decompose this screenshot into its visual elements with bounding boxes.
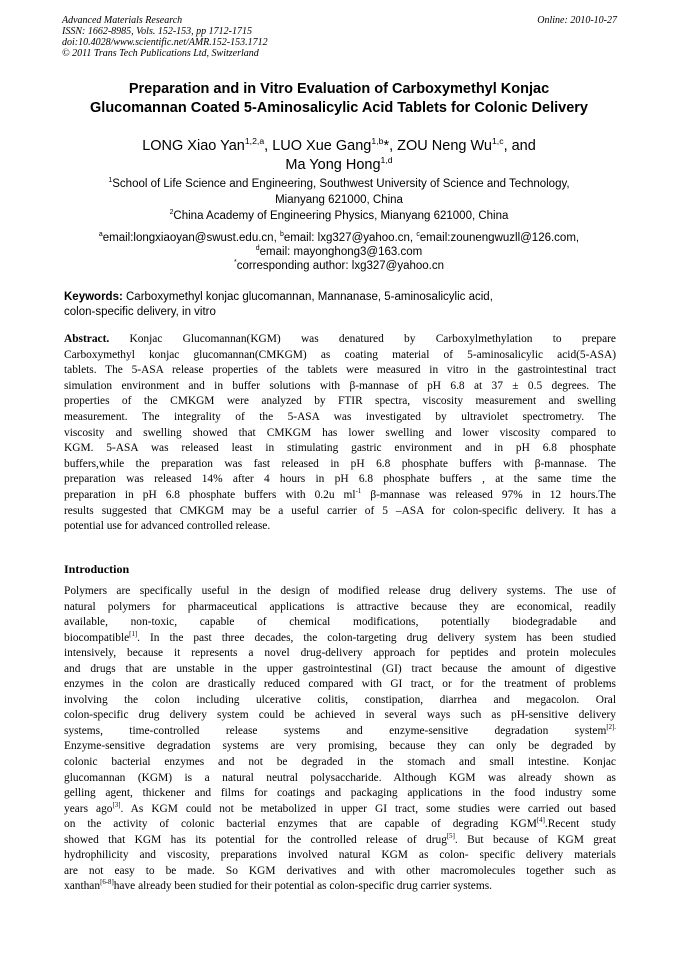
citation-ref: [2]. — [606, 724, 616, 732]
affiliation-1-mark: 1 — [108, 177, 113, 185]
journal-issn: ISSN: 1662-8985, Vols. 152-153, pp 1712-1715 — [62, 26, 252, 37]
affiliation-2-text: China Academy of Engineering Physics, Mianyang 621000, China — [173, 210, 509, 222]
intro-line: colonic bacterial enzymes and not be degraded in the stomach and small intestine. Konjac — [64, 756, 616, 769]
abstract-line: properties of the CMKGM were analyzed by FTIR spectra, viscosity measurement and swelling — [64, 395, 616, 408]
title-line-2: Glucomannan Coated 5-Aminosalicylic Acid Tablets for Colonic Delivery — [90, 100, 588, 116]
intro-text: . In the past three decades, the colon-targeting drug delivery system has been studied — [137, 631, 616, 644]
citation-ref: [3] — [112, 801, 121, 809]
journal-copyright: © 2011 Trans Tech Publications Ltd, Switzerland — [62, 48, 259, 59]
introduction-body — [64, 584, 616, 895]
intro-line: intensively, because it represents a novel drug-delivery approach for peptides and protein molecules — [64, 647, 616, 660]
abstract-line: potential use for advanced controlled release. — [64, 520, 271, 533]
keywords — [64, 290, 624, 320]
abstract-text: preparation in pH 6.8 phosphate buffers with 0.2u ml — [64, 488, 356, 501]
author-2-affil: 1,b — [371, 136, 384, 147]
intro-line: Polymers are specifically useful in the design of modified release drug delivery systems. The use of — [64, 585, 616, 597]
abstract-line: preparation was released 14% after 4 hours in pH 6.8 phosphate buffers , at the same time the — [64, 473, 616, 486]
journal-header — [62, 15, 617, 59]
abstract-label: Abstract. — [64, 333, 110, 345]
title-line-1: Preparation and in Vitro Evaluation of Carboxymethyl Konjac — [128, 81, 550, 97]
intro-text: years ago — [64, 802, 113, 815]
emails-line-3 — [40, 259, 638, 273]
abstract-line: buffers,while the preparation was fast released in pH 6.8 phosphate buffers with β-mannase. The — [64, 457, 616, 470]
abstract-line: KGM. 5-ASA was released least in stimulating gastric environment and in pH 6.8 phosphate — [64, 442, 616, 455]
emails-line-2 — [40, 245, 638, 259]
emails-line-1 — [40, 231, 638, 245]
author-4: Ma Yong Hong — [285, 157, 381, 173]
author-list — [40, 137, 638, 175]
email-d-mark: d — [255, 245, 260, 253]
citation-ref: [4] — [536, 817, 545, 825]
intro-line: glucomannan (KGM) is a natural neutral polysaccharide. Although KGM was already shown as — [64, 771, 616, 784]
intro-text: on the activity of colonic bacterial enzymes that are capable of degrading KGM — [64, 818, 537, 831]
intro-line — [64, 631, 616, 647]
intro-text: . But because of KGM great — [454, 833, 616, 846]
intro-line: natural polymers for pharmaceutical applications is attractive because they are economical, readily — [64, 600, 616, 613]
intro-line — [64, 817, 616, 833]
citation-ref: [6-8] — [100, 879, 114, 887]
email-c: email:zounengwuzll@126.com, — [419, 232, 580, 244]
affiliation-1-text: School of Life Science and Engineering, Southwest University of Science and Technology, — [112, 178, 570, 190]
author-4-affil: 1,d — [380, 155, 393, 166]
author-emails — [40, 231, 638, 273]
intro-line: available, non-toxic, capable of chemical modifications, potentially biodegradable and — [64, 616, 616, 629]
corresponding-email: corresponding author: lxg327@yahoo.cn — [236, 260, 444, 272]
abstract-text: Konjac Glucomannan(KGM) was denatured by Carboxylmethylation to prepare — [109, 333, 616, 345]
section-heading-introduction: Introduction — [64, 562, 130, 576]
authors-line-1 — [40, 137, 638, 156]
email-c-mark: c — [416, 231, 420, 239]
intro-line — [64, 879, 616, 895]
intro-line: Enzyme-sensitive degradation systems are very promising, because they can only be degraded by — [64, 740, 616, 753]
email-a: email:longxiaoyan@swust.edu.cn, — [102, 232, 280, 244]
citation-ref: [1] — [129, 630, 138, 638]
affiliation-1-line-1 — [40, 176, 638, 192]
intro-line — [64, 833, 616, 849]
abstract-line: measurement. The integrality of the 5-ASA was investigated by ultraviolet spectrometry. The — [64, 410, 616, 423]
affiliations — [40, 176, 638, 224]
affiliation-1-line-2: Mianyang 621000, China — [275, 194, 403, 206]
abstract — [64, 332, 616, 535]
authors-and: , and — [503, 138, 536, 154]
keywords-line-2: colon-specific delivery, in vitro — [64, 306, 216, 318]
abstract-line: simulation environment and in buffer solutions with β-mannase of pH 6.8 at 37 ± 0.5 degrees. The — [64, 379, 616, 392]
citation-ref: [5] — [446, 832, 455, 840]
author-1: LONG Xiao Yan — [142, 138, 245, 154]
intro-line: enzymes in the colon are drastically reduced compared with GI tract, or for the treatment of problems — [64, 678, 616, 691]
intro-line: colon-specific drug delivery system could be achieved in several ways such as pH-sensitive delivery — [64, 709, 616, 722]
intro-text: . As KGM could not be metabolized in upper GI tract, some studies were carried out based — [120, 802, 616, 815]
unit-exponent: -1 — [355, 488, 362, 496]
intro-text: biocompatible — [64, 631, 130, 644]
abstract-text: β-mannase was released 97% in 12 hours.The — [361, 488, 616, 501]
corresponding-mark: * — [383, 138, 390, 154]
author-3: , ZOU Neng Wu — [389, 138, 492, 154]
email-a-mark: a — [98, 231, 103, 239]
author-2: , LUO Xue Gang — [264, 138, 372, 154]
abstract-line: Carboxymethyl konjac glucomannan(CMKGM) as coating material of 5-aminosalicylic acid(5-ASA) — [64, 348, 616, 361]
author-3-affil: 1,c — [491, 136, 504, 147]
keywords-line-1 — [64, 290, 624, 305]
intro-text: systems, time-controlled release systems and enzyme-sensitive degradation system — [64, 724, 607, 737]
intro-line: are not easy to be made. So KGM derivatives and with other macromolecules together such as — [64, 864, 616, 877]
intro-line: hydrophilicity and viscosity, preparations involved natural KGM as colon- specific delivery materials — [64, 849, 616, 862]
intro-line: and drugs that are unstable in the upper gastrointestinal (GI) tract because the amount of digestive — [64, 662, 616, 675]
journal-doi: doi:10.4028/www.scientific.net/AMR.152-153.1712 — [62, 37, 268, 48]
intro-line — [64, 724, 616, 740]
affiliation-2-mark: 2 — [169, 209, 174, 217]
intro-text: .Recent study — [544, 818, 616, 831]
abstract-line: viscosity and swelling showed that CMKGM has lower swelling and lower viscosity compared to — [64, 426, 616, 439]
intro-line: involving the colon including ulcerative colitis, constipation, diarrhea and megacolon. Oral — [64, 693, 616, 706]
keywords-text-1: Carboxymethyl konjac glucomannan, Mannanase, 5-aminosalicylic acid, — [122, 291, 493, 303]
abstract-line: results suggested that CMKGM may be a useful carrier of 5 –ASA for colon-specific delivery. It has a — [64, 504, 616, 517]
intro-text: xanthan — [64, 880, 101, 893]
online-date: Online: 2010-10-27 — [537, 15, 617, 26]
affiliation-2 — [40, 208, 638, 224]
intro-line — [64, 802, 616, 818]
keywords-label: Keywords: — [64, 291, 123, 303]
journal-name: Advanced Materials Research — [62, 15, 183, 26]
abstract-line — [64, 488, 616, 504]
intro-text: showed that KGM has its potential for the controlled release of drug — [64, 833, 447, 846]
paper-title — [50, 80, 628, 118]
corresponding-email-mark: * — [234, 259, 237, 267]
author-1-affil: 1,2,a — [244, 136, 265, 147]
abstract-line — [64, 332, 616, 348]
email-b-mark: b — [279, 231, 284, 239]
email-d: email: mayonghong3@163.com — [259, 246, 423, 258]
authors-line-2 — [40, 156, 638, 175]
email-b: email: lxg327@yahoo.cn, — [283, 232, 417, 244]
abstract-line: tablets. The 5-ASA release properties of the tablets were measured in vitro in the gastrointestinal tract — [64, 364, 616, 377]
intro-line: gelling agent, thickener and films for coatings and packaging applications in the food industry some — [64, 787, 616, 800]
intro-text: have already been studied for their potential as colon-specific drug carrier systems. — [113, 880, 492, 893]
